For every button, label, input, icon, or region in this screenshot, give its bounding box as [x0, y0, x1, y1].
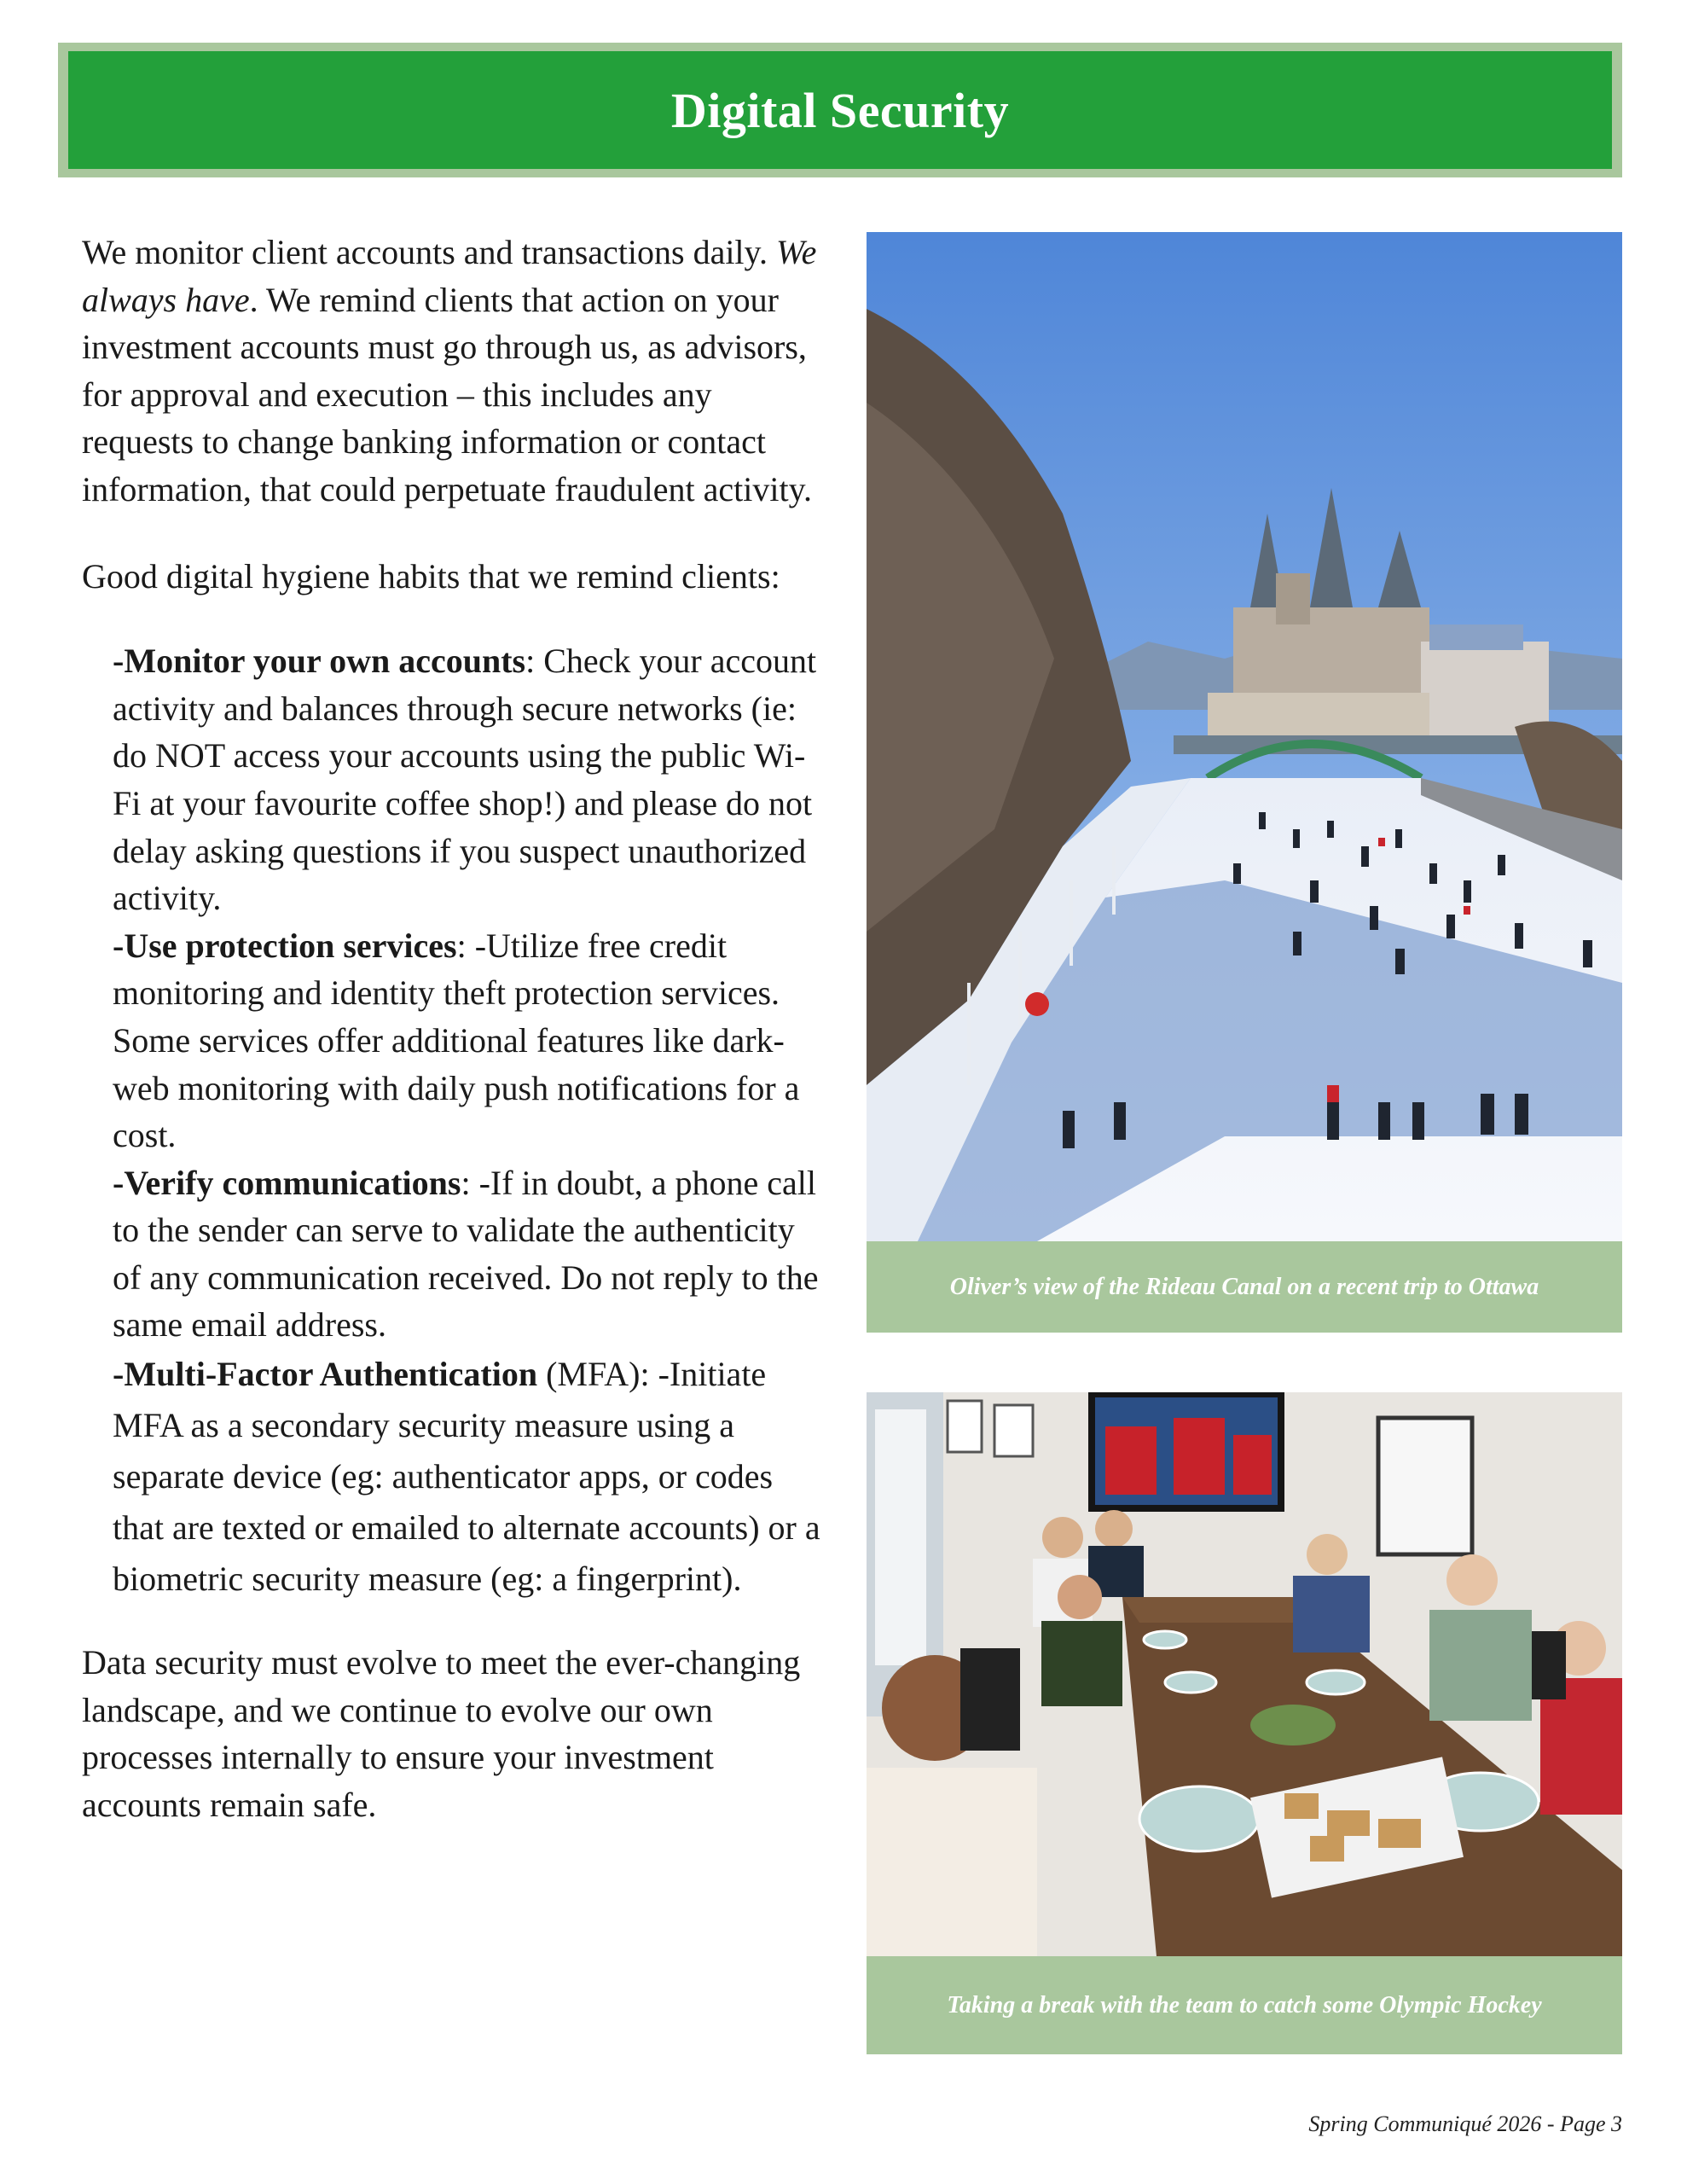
habit-text: (MFA): -Initiate MFA as a secondary security measure using a separate device (eg: authenticator apps, or codes that are texted or emailed to alternate accounts) or a biometric security measure (eg: a fingerprint). — [113, 1355, 820, 1599]
title-banner — [58, 43, 1622, 177]
habit-text: : -Utilize free credit monitoring and identity theft protection services. Some services offer additional features like dark-web monitoring with daily push notifications for a cost. — [113, 926, 800, 1155]
intro-emphasis: We always have — [82, 233, 817, 319]
intro-paragraph — [82, 229, 824, 514]
rideau-canal-photo — [867, 232, 1622, 1241]
habit-title: -Monitor your own accounts — [113, 642, 526, 681]
title-banner-fill — [68, 51, 1612, 169]
photo-caption-rideau: Oliver’s view of the Rideau Canal on a recent trip to Ottawa — [867, 1241, 1622, 1333]
habit-text: : Check your account activity and balances through secure networks (ie: do NOT access your accounts using the public Wi-Fi at your favourite coffee shop!) and please do not delay asking questions if you suspect unauthorized activity. — [113, 642, 817, 918]
habit-protection-services — [113, 922, 824, 1159]
page-title: Digital Security — [670, 82, 1010, 138]
rideau-canal-illustration — [867, 232, 1622, 1241]
closing-paragraph: Data security must evolve to meet the ever-changing landscape, and we continue to evolve our own processes internally to ensure your investment accounts remain safe. — [82, 1643, 801, 1824]
habit-text: : -If in doubt, a phone call to the sender can serve to validate the authenticity of any communication received. Do not reply to the same email address. — [113, 1163, 819, 1345]
habit-title: -Verify communications — [113, 1163, 461, 1202]
article-body — [82, 229, 824, 1828]
habit-title: -Use protection services — [113, 926, 457, 965]
team-illustration — [867, 1392, 1622, 1956]
habit-verify-communications — [113, 1159, 824, 1349]
photo-caption-team: Taking a break with the team to catch some Olympic Hockey — [867, 1956, 1622, 2054]
habit-mfa — [113, 1349, 824, 1605]
team-hockey-photo — [867, 1392, 1622, 1956]
habit-monitor-accounts — [113, 637, 824, 922]
habits-intro-paragraph: Good digital hygiene habits that we remind clients: — [82, 556, 780, 595]
habit-title: -Multi-Factor Authentication — [113, 1355, 538, 1394]
intro-text-end: . We remind clients that action on your investment accounts must go through us, as advisors, for approval and execution – this includes any requests to change banking information or contact information, that could perpetuate fraudulent activity. — [82, 280, 812, 508]
page-footer: Spring Communiqué 2026 - Page 3 — [1308, 2111, 1622, 2136]
habits-list — [82, 637, 824, 1605]
intro-text-start: We monitor client accounts and transactions daily. — [82, 233, 776, 271]
